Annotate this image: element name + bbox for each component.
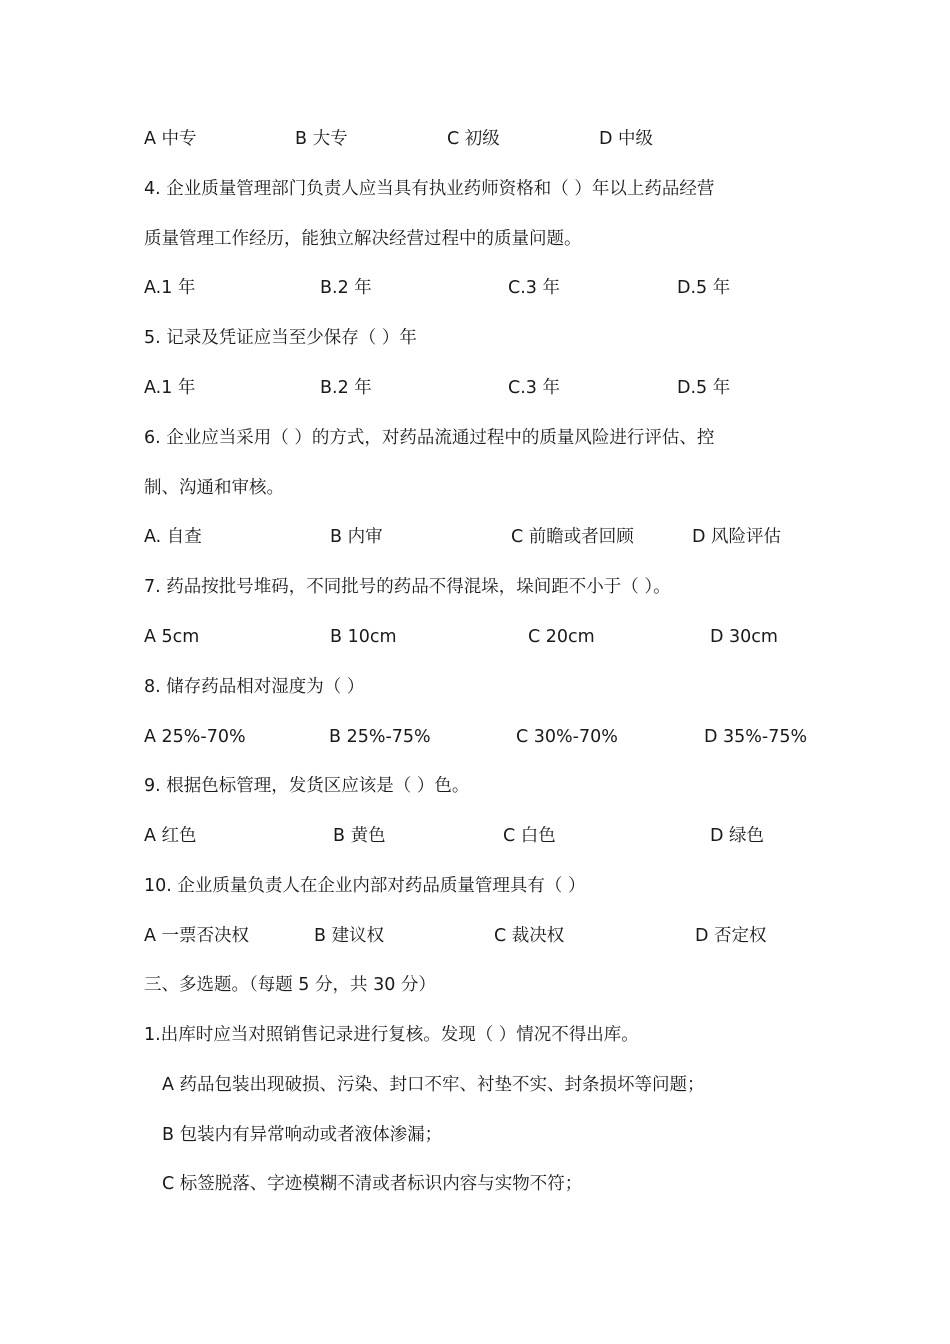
q10-option-b: B 建议权 bbox=[314, 926, 385, 946]
q9-option-b: B 黄色 bbox=[333, 826, 386, 846]
q6-question-line2: 制、沟通和审核。 bbox=[144, 478, 284, 498]
q5-question: 5. 记录及凭证应当至少保存（ ）年 bbox=[144, 328, 417, 348]
q5-option-d: D.5 年 bbox=[677, 378, 731, 398]
q6-question-line1: 6. 企业应当采用（ ）的方式，对药品流通过程中的质量风险进行评估、控 bbox=[144, 428, 715, 448]
section-heading-multiple-choice: 三、多选题。（每题 5 分，共 30 分） bbox=[144, 975, 436, 995]
q4-option-a: A.1 年 bbox=[144, 278, 196, 298]
q6-option-c: C 前瞻或者回顾 bbox=[511, 527, 634, 547]
q4-option-c: C.3 年 bbox=[508, 278, 560, 298]
q8-option-a: A 25%-70% bbox=[144, 727, 246, 747]
q5-option-b: B.2 年 bbox=[320, 378, 372, 398]
q7-question: 7. 药品按批号堆码，不同批号的药品不得混垛，垛间距不小于（ ）。 bbox=[144, 577, 671, 597]
q4-question-line1: 4. 企业质量管理部门负责人应当具有执业药师资格和（ ）年以上药品经营 bbox=[144, 179, 715, 199]
q7-option-c: C 20cm bbox=[528, 627, 595, 647]
q9-option-c: C 白色 bbox=[503, 826, 556, 846]
q10-option-a: A 一票否决权 bbox=[144, 926, 250, 946]
q10-option-c: C 裁决权 bbox=[494, 926, 565, 946]
q9-question: 9. 根据色标管理，发货区应该是（ ）色。 bbox=[144, 776, 470, 796]
q9-option-d: D 绿色 bbox=[710, 826, 765, 846]
q4-option-d: D.5 年 bbox=[677, 278, 731, 298]
q7-option-b: B 10cm bbox=[330, 627, 397, 647]
q3-option-a: A 中专 bbox=[144, 129, 197, 149]
q5-option-a: A.1 年 bbox=[144, 378, 196, 398]
q8-option-c: C 30%-70% bbox=[516, 727, 618, 747]
q8-question: 8. 储存药品相对湿度为（ ） bbox=[144, 677, 365, 697]
q3-option-b: B 大专 bbox=[295, 129, 348, 149]
q8-option-b: B 25%-75% bbox=[329, 727, 431, 747]
mq1-option-c: C 标签脱落、字迹模糊不清或者标识内容与实物不符； bbox=[162, 1174, 583, 1194]
q7-option-a: A 5cm bbox=[144, 627, 200, 647]
q10-question: 10. 企业质量负责人在企业内部对药品质量管理具有（ ） bbox=[144, 876, 586, 896]
mq1-question: 1.出库时应当对照销售记录进行复核。发现（ ）情况不得出库。 bbox=[144, 1025, 639, 1045]
q4-option-b: B.2 年 bbox=[320, 278, 372, 298]
mq1-option-b: B 包装内有异常响动或者液体渗漏； bbox=[162, 1125, 443, 1145]
q7-option-d: D 30cm bbox=[710, 627, 778, 647]
q3-option-d: D 中级 bbox=[599, 129, 654, 149]
q6-option-b: B 内审 bbox=[330, 527, 383, 547]
q6-option-a: A. 自查 bbox=[144, 527, 202, 547]
q5-option-c: C.3 年 bbox=[508, 378, 560, 398]
q3-option-c: C 初级 bbox=[447, 129, 500, 149]
q8-option-d: D 35%-75% bbox=[704, 727, 808, 747]
q4-question-line2: 质量管理工作经历，能独立解决经营过程中的质量问题。 bbox=[144, 229, 582, 249]
mq1-option-a: A 药品包装出现破损、污染、封口不牢、衬垫不实、封条损坏等问题； bbox=[162, 1075, 705, 1095]
q9-option-a: A 红色 bbox=[144, 826, 197, 846]
q6-option-d: D 风险评估 bbox=[692, 527, 782, 547]
q10-option-d: D 否定权 bbox=[695, 926, 767, 946]
